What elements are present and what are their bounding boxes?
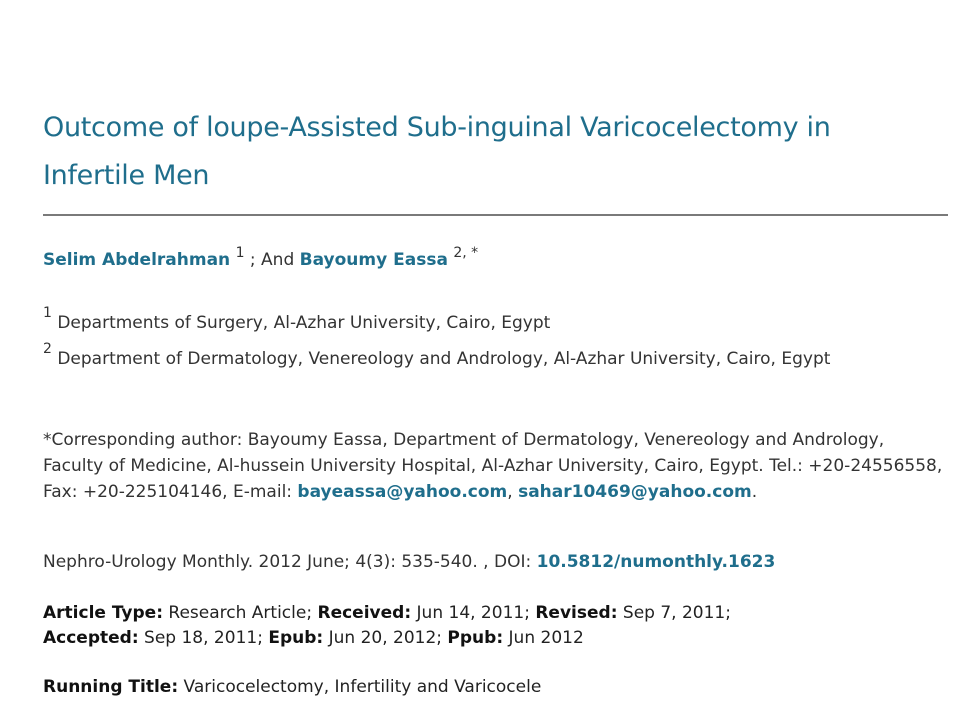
doi-link[interactable]: 10.5812/numonthly.1623 <box>536 552 776 572</box>
author-sup: 1 <box>235 245 245 261</box>
revised-label: Revised: <box>535 603 618 623</box>
affiliation-text: Departments of Surgery, Al-Azhar University, Cairo, Egypt <box>57 313 551 333</box>
corresponding-text: *Corresponding author: Bayoumy Eassa, Department of Dermatology, Venereology and Andrology, Faculty of Medicine, Al-hussein University Hospital, Al-Azhar University, Cairo, Egypt. Tel.: +20-24556558, Fax: +20-225104146, E-mail: <box>43 430 943 502</box>
affiliation-1 <box>43 305 933 336</box>
article-type-value: Research Article; <box>168 603 313 623</box>
affiliation-text: Department of Dermatology, Venereology and Andrology, Al-Azhar University, Cairo, Egypt <box>57 349 831 369</box>
citation-text: Nephro-Urology Monthly. 2012 June; 4(3): 535-540. , DOI: <box>43 552 532 572</box>
article-type-label: Article Type: <box>43 603 164 623</box>
author-link-abdelrahman[interactable]: Selim Abdelrahman <box>43 250 231 270</box>
accepted-value: Sep 18, 2011; <box>144 628 263 648</box>
ppub-value: Jun 2012 <box>508 628 584 648</box>
received-label: Received: <box>317 603 412 623</box>
affiliation-sup: 1 <box>43 305 52 321</box>
author-sup: 2, * <box>453 245 479 261</box>
author-list <box>43 245 479 270</box>
ppub-label: Ppub: <box>447 628 504 648</box>
article-dates <box>43 601 943 651</box>
affiliation-2 <box>43 341 933 372</box>
running-title-text: Varicocelectomy, Infertility and Varicocele <box>183 677 542 697</box>
article-title: Outcome of loupe-Assisted Sub-inguinal Varicocelectomy in Infertile Men <box>43 112 831 191</box>
received-value: Jun 14, 2011; <box>416 603 530 623</box>
affiliation-sup: 2 <box>43 341 52 357</box>
running-title <box>43 677 541 697</box>
running-title-label: Running Title: <box>43 677 179 697</box>
epub-label: Epub: <box>268 628 324 648</box>
email-separator: , <box>507 482 513 502</box>
email-link-1[interactable]: bayeassa@yahoo.com <box>297 482 508 502</box>
accepted-label: Accepted: <box>43 628 139 648</box>
author-link-eassa[interactable]: Bayoumy Eassa <box>299 250 448 270</box>
author-separator: ; And <box>249 250 295 270</box>
title-divider <box>43 214 948 216</box>
email-link-2[interactable]: sahar10469@yahoo.com <box>518 482 752 502</box>
email-period: . <box>751 482 758 502</box>
citation-line <box>43 552 775 572</box>
revised-value: Sep 7, 2011; <box>622 603 731 623</box>
corresponding-author <box>43 427 943 505</box>
epub-value: Jun 20, 2012; <box>328 628 443 648</box>
